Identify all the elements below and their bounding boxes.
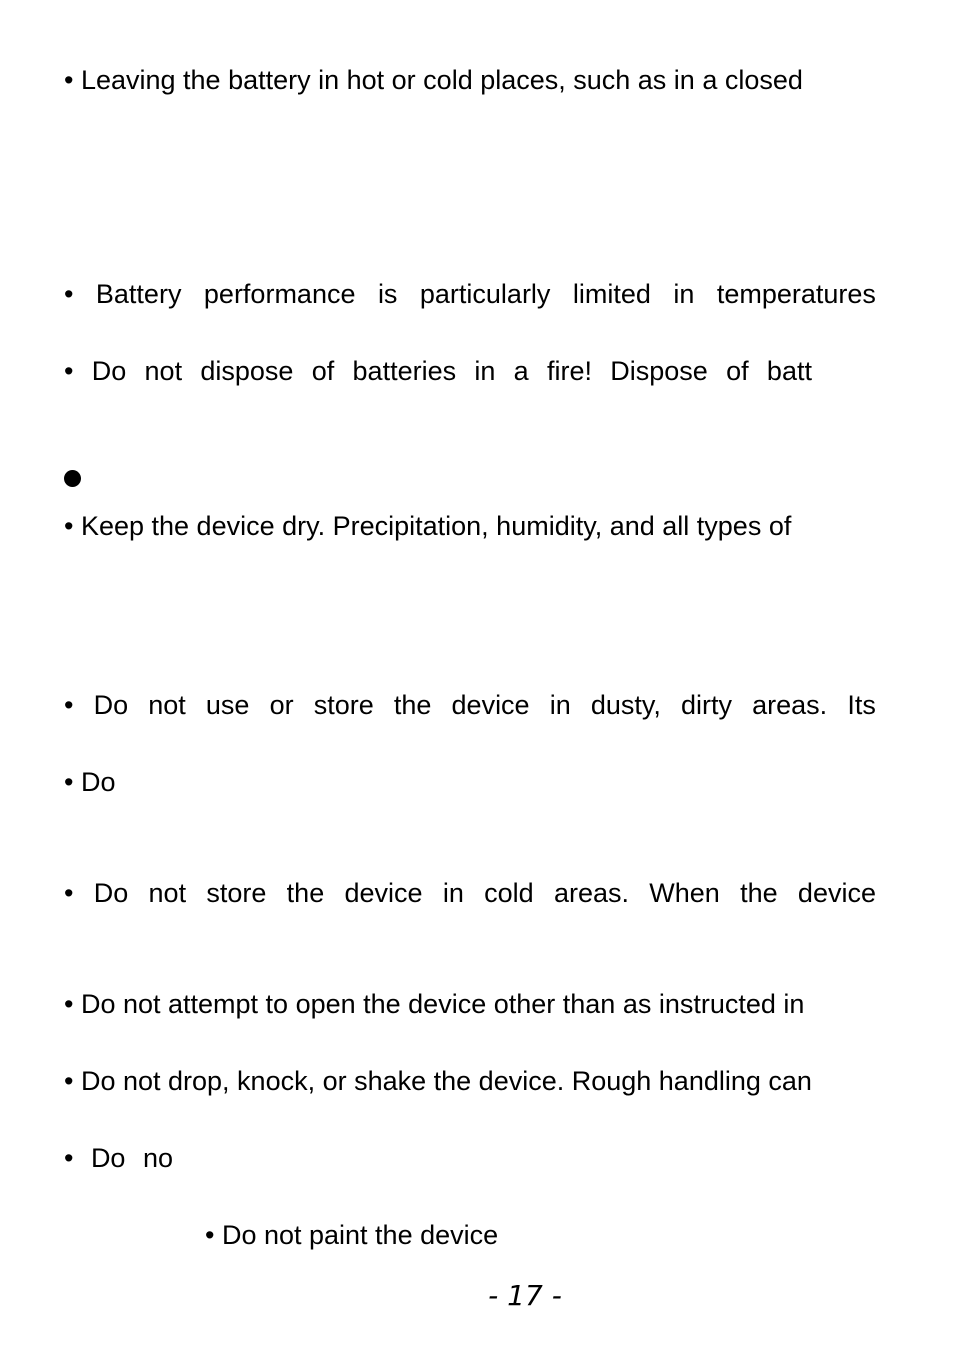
word: device xyxy=(451,690,530,720)
word: no xyxy=(142,1143,173,1173)
word: in xyxy=(549,690,571,720)
bullet-dot xyxy=(64,470,81,487)
word: areas. xyxy=(752,690,828,720)
word: Battery xyxy=(95,279,182,309)
word: particularly xyxy=(419,279,551,309)
word: the xyxy=(740,878,778,908)
word: • xyxy=(64,690,74,720)
word: store xyxy=(313,690,374,720)
bullet-drop-knock: • Do not drop, knock, or shake the device. Rough handling can xyxy=(64,1066,812,1096)
word: • xyxy=(64,279,74,309)
word: device xyxy=(344,878,423,908)
word: not xyxy=(148,690,186,720)
bullet-battery-performance xyxy=(64,278,876,310)
word: or xyxy=(269,690,294,720)
word: When xyxy=(649,878,720,908)
bullet-battery-hot-cold: • Leaving the battery in hot or cold places, such as in a closed xyxy=(64,65,803,95)
word: cold xyxy=(484,878,534,908)
word: Do xyxy=(90,1143,126,1173)
word: store xyxy=(206,878,267,908)
word: dirty xyxy=(681,690,733,720)
word: the xyxy=(393,690,432,720)
bullet-keep-dry: • Keep the device dry. Precipitation, humidity, and all types of xyxy=(64,511,792,541)
word: • xyxy=(64,356,74,386)
word: batteries xyxy=(352,356,457,386)
word: Do xyxy=(93,690,129,720)
word: is xyxy=(377,279,398,309)
word: use xyxy=(205,690,250,720)
word: the xyxy=(286,878,325,908)
word: dispose xyxy=(200,356,294,386)
bullet-open-device: • Do not attempt to open the device other than as instructed in xyxy=(64,989,805,1019)
word: performance xyxy=(203,279,356,309)
word: • xyxy=(64,1143,74,1173)
page-number: - 17 - xyxy=(488,1279,562,1312)
bullet-do-fragment: • Do xyxy=(64,767,116,797)
word: Do xyxy=(91,356,127,386)
word: fire! xyxy=(546,356,592,386)
word: in xyxy=(474,356,496,386)
word: Do xyxy=(93,878,129,908)
word: temperatures xyxy=(716,279,876,309)
word: Dispose xyxy=(610,356,708,386)
word: of xyxy=(726,356,749,386)
word: batt xyxy=(766,356,812,386)
bullet-dispose-batteries xyxy=(64,355,812,387)
bullet-paint-device: • Do not paint the device xyxy=(205,1220,499,1250)
word: not xyxy=(144,356,183,386)
word: a xyxy=(513,356,529,386)
word: limited xyxy=(572,279,651,309)
word: dusty, xyxy=(590,690,661,720)
word: not xyxy=(148,878,187,908)
word: in xyxy=(442,878,464,908)
bullet-dusty-areas xyxy=(64,689,876,721)
bullet-do-no-fragment xyxy=(64,1142,173,1174)
word: of xyxy=(311,356,335,386)
word: Its xyxy=(847,690,876,720)
bullet-cold-areas xyxy=(64,877,876,909)
word: in xyxy=(673,279,695,309)
word: areas. xyxy=(553,878,629,908)
word: • xyxy=(64,878,74,908)
word: device xyxy=(797,878,876,908)
